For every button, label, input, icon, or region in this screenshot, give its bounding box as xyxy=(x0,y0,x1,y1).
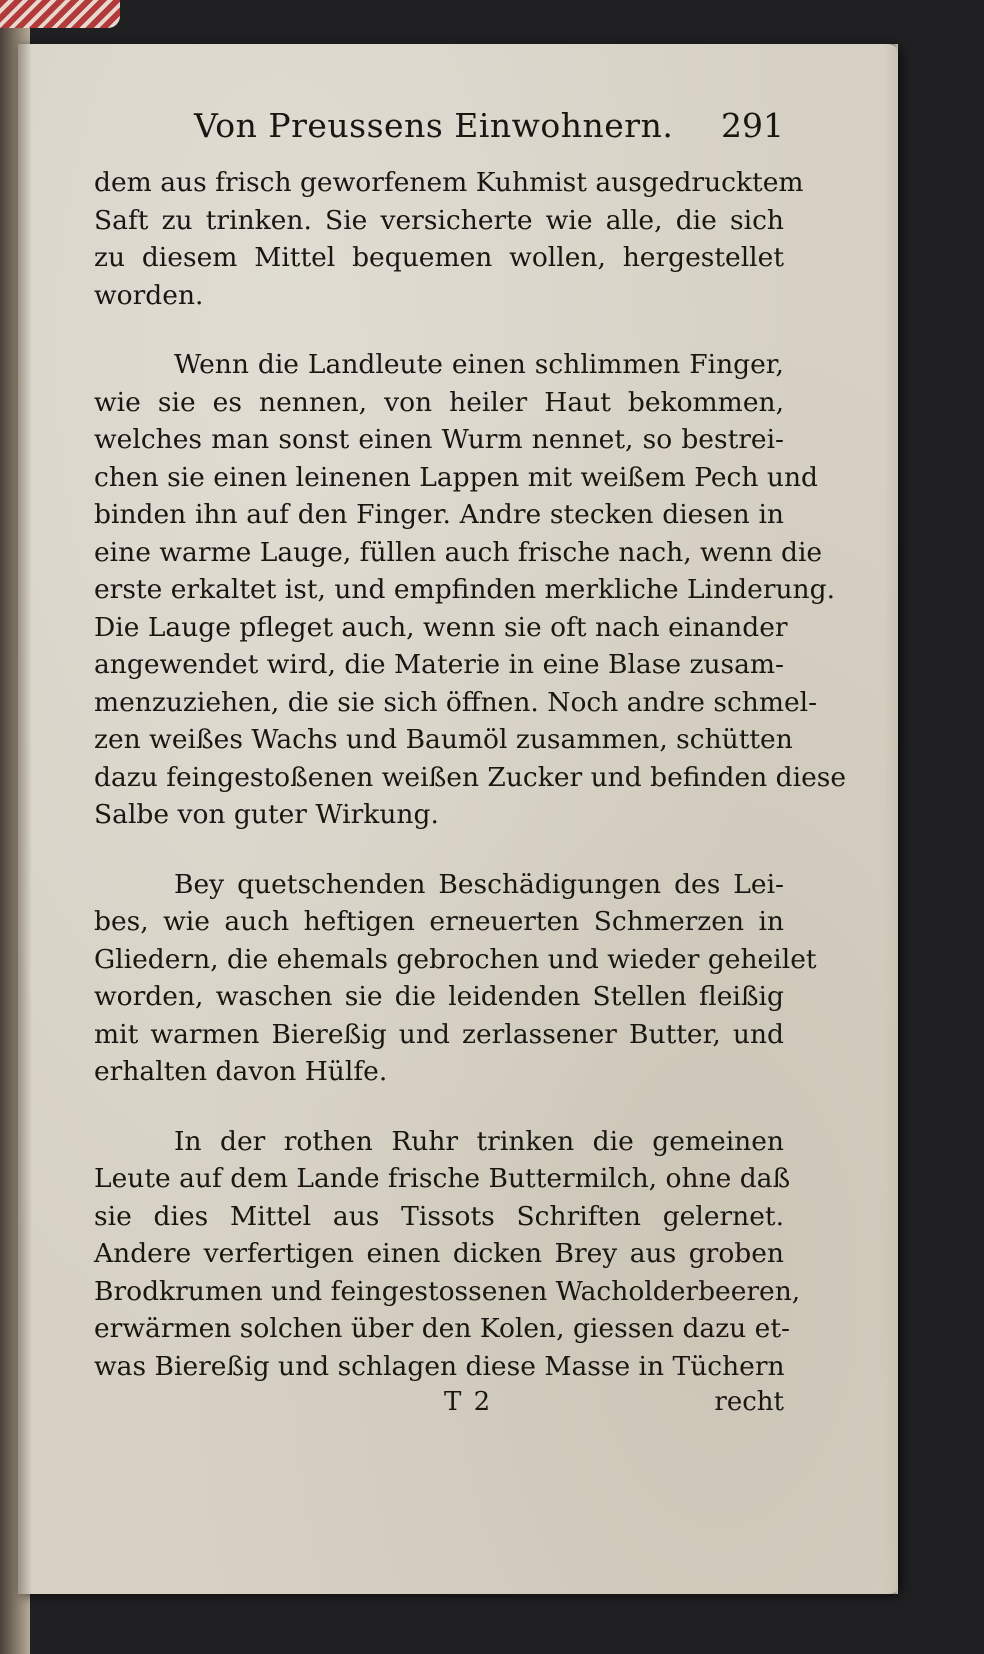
catchword: recht xyxy=(714,1387,784,1417)
text-line: Die Lauge pfleget auch, wenn sie oft nach einander xyxy=(94,611,788,643)
signature-mark: T 2 xyxy=(444,1387,493,1417)
page-header xyxy=(94,106,784,164)
text-line: Gliedern, die ehemals gebrochen und wieder geheilet xyxy=(94,943,817,975)
paragraph xyxy=(94,1123,801,1386)
text-line: mit warmen Biereßig und zerlassener Butter, und xyxy=(94,1018,784,1050)
paragraph xyxy=(94,346,847,834)
text-line: erhalten davon Hülfe. xyxy=(94,1056,388,1087)
text-line: erwärmen solchen über den Kolen, giessen dazu et- xyxy=(94,1313,790,1344)
paragraph xyxy=(94,164,804,314)
text-line: In der rothen Ruhr trinken die gemeinen xyxy=(174,1125,784,1157)
text-line: bes, wie auch heftigen erneuerten Schmerzen in xyxy=(94,906,784,937)
running-head: Von Preussens Einwohnern. xyxy=(194,106,674,145)
bookmark-ribbon xyxy=(0,0,120,28)
text-line: Saft zu trinken. Sie versicherte wie alle, die sich xyxy=(94,204,784,236)
text-line: Leute auf dem Lande frische Buttermilch, ohne daß xyxy=(94,1163,791,1194)
page-gutter-shadow xyxy=(18,44,32,1594)
text-block xyxy=(94,106,847,1427)
text-line: worden, waschen sie die leidenden Stellen fleißig xyxy=(94,981,784,1012)
text-line: dem aus frisch geworfenem Kuhmist ausgedrucktem xyxy=(94,167,804,198)
text-line: Bey quetschenden Beschädigungen des Lei- xyxy=(174,868,784,900)
page-number: 291 xyxy=(721,106,784,145)
text-line: menzuziehen, die sie sich öffnen. Noch andre schmel- xyxy=(94,686,818,718)
text-line: dazu feingestoßenen weißen Zucker und befinden diese xyxy=(94,761,847,793)
text-line: welches man sonst einen Wurm nennet, so bestrei- xyxy=(94,424,784,455)
text-line: Salbe von guter Wirkung. xyxy=(94,799,439,830)
page-edge xyxy=(884,44,898,1594)
text-line: angewendet wird, die Materie in eine Blase zusam- xyxy=(94,649,784,680)
text-line: Brodkrumen und feingestossenen Wacholderbeeren, xyxy=(94,1275,801,1307)
text-line: erste erkaltet ist, und empfinden merkliche Linderung. xyxy=(94,574,836,605)
text-line: Andere verfertigen einen dicken Brey aus groben xyxy=(94,1238,784,1269)
text-line: zen weißes Wachs und Baumöl zusammen, schütten xyxy=(94,724,793,755)
paragraph xyxy=(94,866,817,1091)
text-line: eine warme Lauge, füllen auch frische nach, wenn die xyxy=(94,536,823,568)
text-line: wie sie es nennen, von heiler Haut bekommen, xyxy=(94,386,784,418)
text-line: worden. xyxy=(94,279,204,311)
page-footer xyxy=(94,1387,784,1427)
text-line: Wenn die Landleute einen schlimmen Finger, xyxy=(174,349,784,380)
text-line: was Biereßig und schlagen diese Masse in Tüchern xyxy=(94,1350,785,1382)
text-line: chen sie einen leinenen Lappen mit weißem Pech und xyxy=(94,461,818,493)
text-line: sie dies Mittel aus Tissots Schriften gelernet. xyxy=(94,1200,784,1232)
text-line: binden ihn auf den Finger. Andre stecken diesen in xyxy=(94,499,784,530)
text-line: zu diesem Mittel bequemen wollen, hergestellet xyxy=(94,242,784,273)
page-sheet xyxy=(18,44,898,1594)
